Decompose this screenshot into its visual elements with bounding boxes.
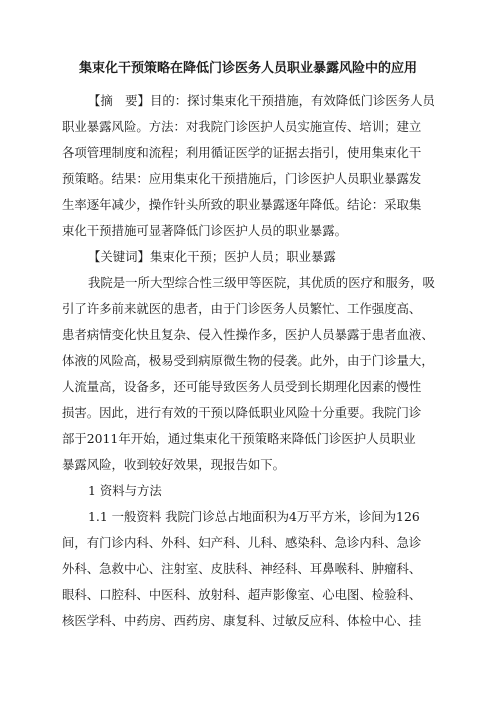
body-line: 引了许多前来就医的患者，由于门诊医务人员繁忙、工作强度高、 (62, 301, 422, 316)
abstract-line: 生率逐年减少，操作针头所致的职业暴露逐年降低。结论：采取集 (62, 197, 422, 212)
body-line: 体液的风险高，极易受到病原微生物的侵袭。此外，由于门诊量大， (62, 353, 434, 368)
abstract-line: 各项管理制度和流程；利用循证医学的证据去指引，使用集束化干 (62, 145, 422, 160)
body-line: 部于2011年开始，通过集束化干预策略来降低门诊医护人员职业 (62, 431, 416, 446)
abstract-line: 【摘 要】目的：探讨集束化干预措施，有效降低门诊医务人员 (88, 93, 435, 108)
body-line: 患者病情变化快且复杂、侵入性操作多，医护人员暴露于患者血液、 (62, 327, 434, 342)
body-line: 核医学科、中药房、西药房、康复科、过敏反应科、体检中心、挂 (62, 613, 422, 628)
abstract-line: 职业暴露风险。方法：对我院门诊医护人员实施宣传、培训；建立 (62, 119, 422, 134)
body-line: 暴露风险，收到较好效果，现报告如下。 (62, 457, 286, 472)
body-line: 间，有门诊内科、外科、妇产科、儿科、感染科、急诊内科、急诊 (62, 535, 422, 550)
body-line: 损害。因此，进行有效的干预以降低职业风险十分重要。我院门诊 (62, 405, 422, 420)
keywords-line: 【关键词】集束化干预；医护人员；职业暴露 (88, 249, 336, 264)
body-line: 外科、急救中心、注射室、皮肤科、神经科、耳鼻喉科、肿瘤科、 (62, 561, 422, 576)
abstract-line: 束化干预措施可显著降低门诊医护人员的职业暴露。 (62, 223, 347, 238)
body-line: 我院是一所大型综合性三级甲等医院，其优质的医疗和服务，吸 (88, 275, 435, 290)
body-line: 1.1 一般资料 我院门诊总占地面积为4万平方米，诊间为126 (88, 509, 420, 524)
document-title: 集束化干预策略在降低门诊医务人员职业暴露风险中的应用 (78, 61, 417, 76)
section-heading: 1 资料与方法 (88, 483, 162, 498)
abstract-line: 预策略。结果：应用集束化干预措施后，门诊医护人员职业暴露发 (62, 171, 422, 186)
body-line: 人流量高，设备多，还可能导致医务人员受到长期理化因素的慢性 (62, 379, 422, 394)
body-line: 眼科、口腔科、中医科、放射科、超声影像室、心电图、检验科、 (62, 587, 422, 602)
